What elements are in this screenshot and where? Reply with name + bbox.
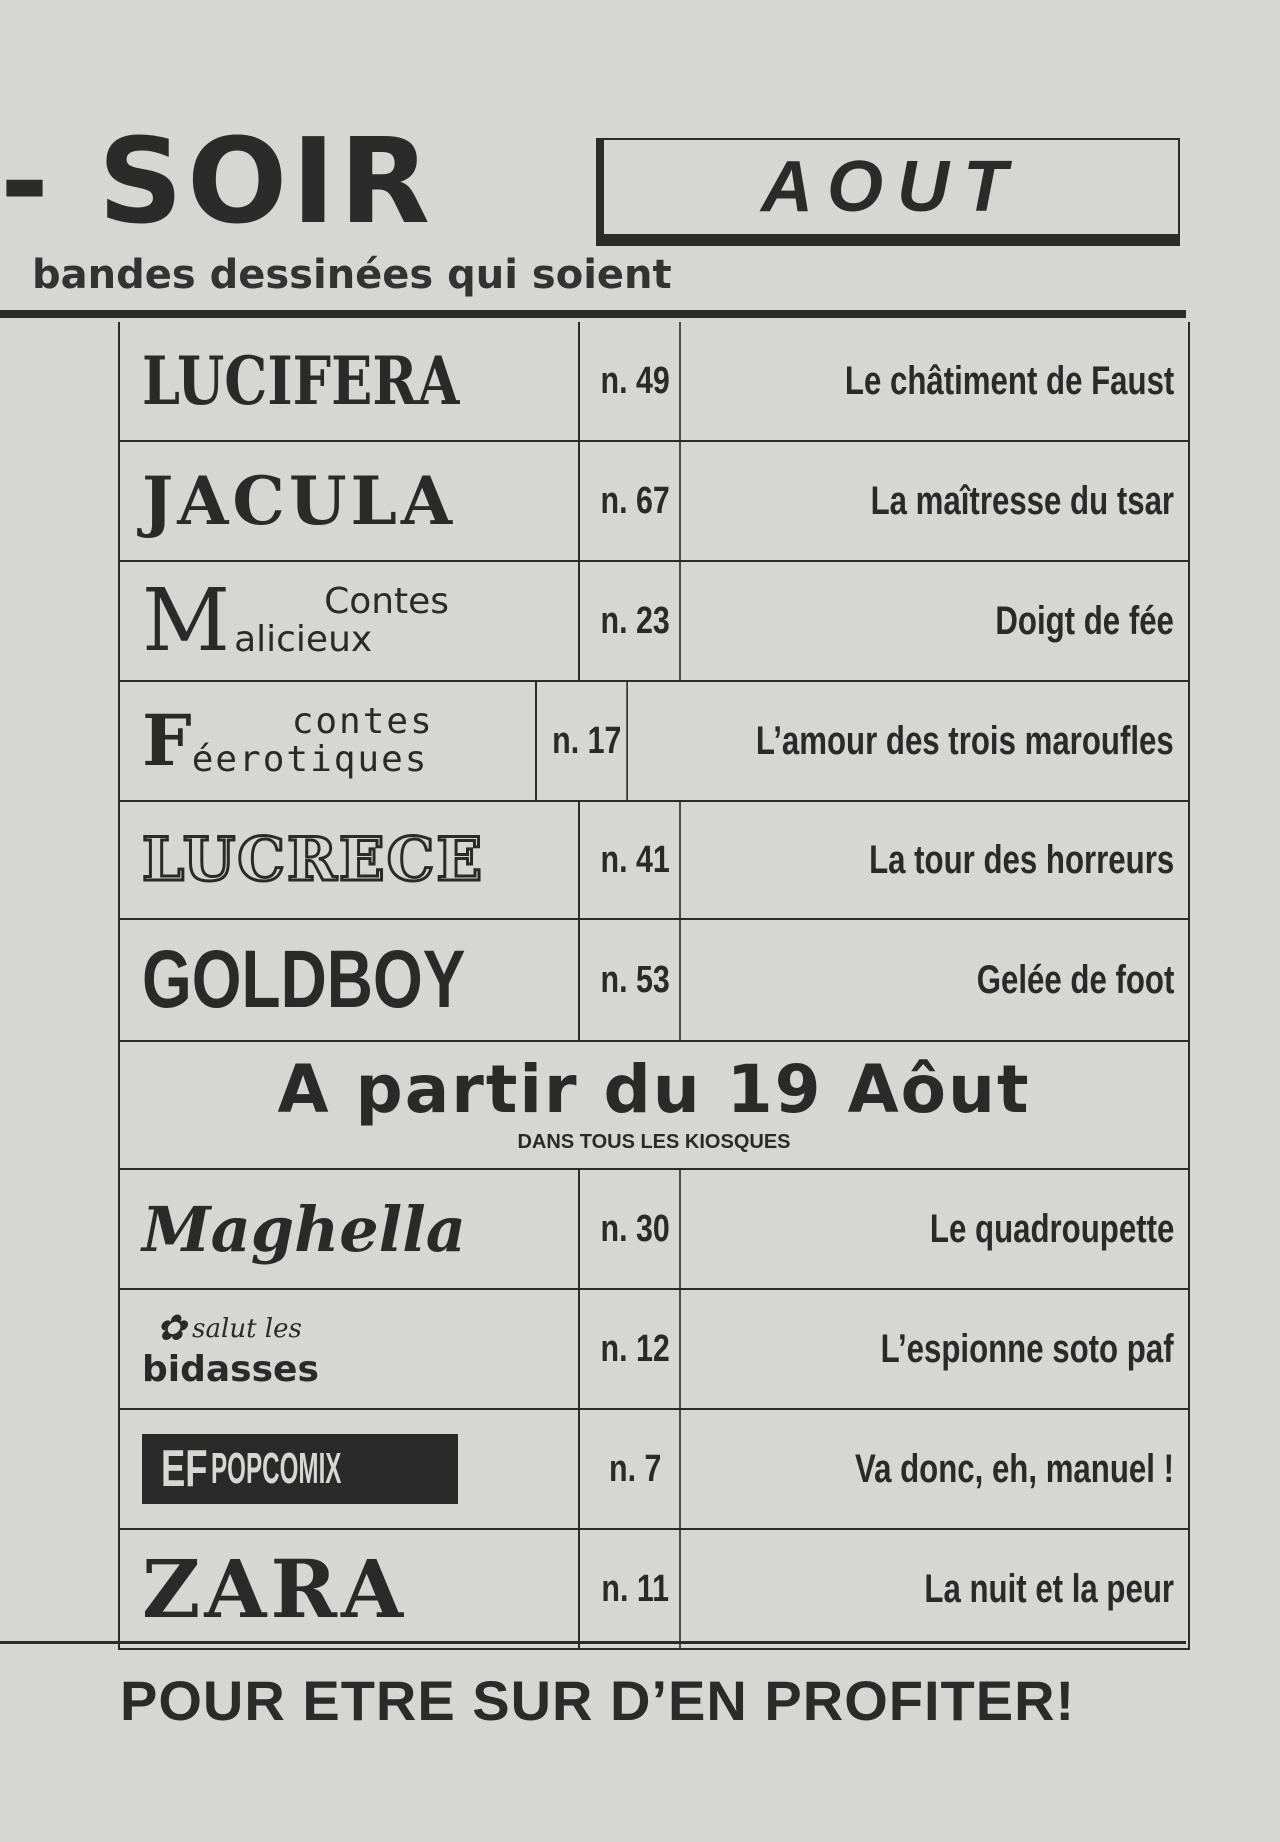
tagline: bandes dessinées qui soient (32, 252, 672, 298)
table-row (120, 1410, 1188, 1530)
release-banner (120, 1042, 1188, 1170)
table-row (120, 682, 1188, 802)
title-cell (120, 920, 580, 1040)
logo-top (156, 1308, 319, 1349)
logo-initial: M (142, 571, 231, 671)
story-cell (692, 802, 1188, 918)
issue-number: n. 41 (591, 802, 681, 918)
story-title: La maîtresse du tsar (870, 478, 1174, 523)
title-cell (120, 562, 580, 680)
salut-les-bidasses-logo (142, 1308, 319, 1390)
catalog-table (118, 322, 1190, 1650)
story-cell (692, 920, 1188, 1040)
story-cell (692, 1170, 1188, 1288)
story-title: L’amour des trois maroufles (756, 718, 1174, 763)
header-rule (0, 310, 1186, 318)
logo-line-1: salut les (192, 1313, 302, 1344)
story-cell (692, 1410, 1188, 1528)
footer-rule (0, 1641, 1186, 1644)
masthead-title: - SOIR (0, 112, 435, 250)
table-row (120, 1290, 1188, 1410)
issue-number: n. 53 (591, 920, 681, 1040)
title-cell (120, 322, 580, 440)
issue-number: n. 12 (591, 1290, 681, 1408)
issue-number: n. 30 (591, 1170, 681, 1288)
issue-number: n. 11 (591, 1530, 681, 1648)
table-row (120, 1530, 1188, 1650)
contes-feerotiques-logo (142, 699, 434, 782)
story-cell (692, 322, 1188, 440)
story-title: L’espionne soto paf (881, 1326, 1174, 1371)
table-row (120, 802, 1188, 920)
month-label: AOUT (761, 147, 1021, 227)
story-cell (638, 682, 1188, 800)
story-title: La nuit et la peur (924, 1566, 1174, 1611)
footer-slogan: POUR ETRE SUR D’EN PROFITER! (120, 1669, 1076, 1732)
contes-malicieux-logo (142, 571, 450, 671)
month-box (596, 138, 1180, 246)
issue-number: n. 49 (591, 322, 681, 440)
story-cell (692, 1290, 1188, 1408)
logo-ef-text: EF (160, 1440, 208, 1498)
ef-popcomix-logo (142, 1434, 458, 1504)
story-cell (692, 442, 1188, 560)
lucrece-logo: LUCRECE (142, 825, 485, 895)
logo-line-2: bidasses (142, 1349, 319, 1390)
jacula-logo: JACULA (142, 462, 457, 540)
lucifera-logo: LUCIFERA (142, 342, 460, 420)
title-cell (120, 442, 580, 560)
title-cell (120, 1410, 580, 1528)
logo-line-2: alicieux (234, 619, 373, 660)
logo-popcomix-text: POPCOMIX (211, 1444, 342, 1493)
issue-number: n. 67 (591, 442, 681, 560)
issue-number: n. 7 (591, 1410, 681, 1528)
maghella-logo: Maghella (142, 1192, 466, 1266)
flower-icon: ✿ (156, 1308, 187, 1349)
zara-logo: ZARA (142, 1542, 408, 1636)
story-title: La tour des horreurs (868, 837, 1174, 882)
story-title: Le châtiment de Faust (844, 358, 1174, 403)
banner-headline: A partir du 19 Aôut (277, 1050, 1031, 1128)
table-row (120, 562, 1188, 682)
table-row (120, 920, 1188, 1042)
logo-initial: F (142, 699, 192, 782)
title-cell (120, 1530, 580, 1648)
goldboy-logo: GOLDBOY (142, 934, 466, 1025)
story-cell (692, 562, 1188, 680)
story-title: Gelée de foot (976, 957, 1174, 1002)
title-cell (120, 1290, 580, 1408)
issue-number: n. 17 (547, 682, 628, 800)
title-cell (120, 1170, 580, 1288)
table-row (120, 442, 1188, 562)
logo-line-1: Contes (324, 581, 450, 623)
issue-number: n. 23 (591, 562, 681, 680)
story-title: Doigt de fée (995, 598, 1174, 643)
banner-subline: DANS TOUS LES KIOSQUES (517, 1130, 791, 1153)
story-cell (692, 1530, 1188, 1648)
title-cell (120, 802, 580, 918)
title-cell (120, 682, 537, 800)
story-title: Va donc, eh, manuel ! (854, 1446, 1174, 1491)
story-title: Le quadroupette (929, 1206, 1174, 1251)
logo-line-2: éerotiques (191, 739, 429, 780)
table-row (120, 1170, 1188, 1290)
table-row (120, 322, 1188, 442)
logo-line-1: contes (291, 701, 434, 743)
